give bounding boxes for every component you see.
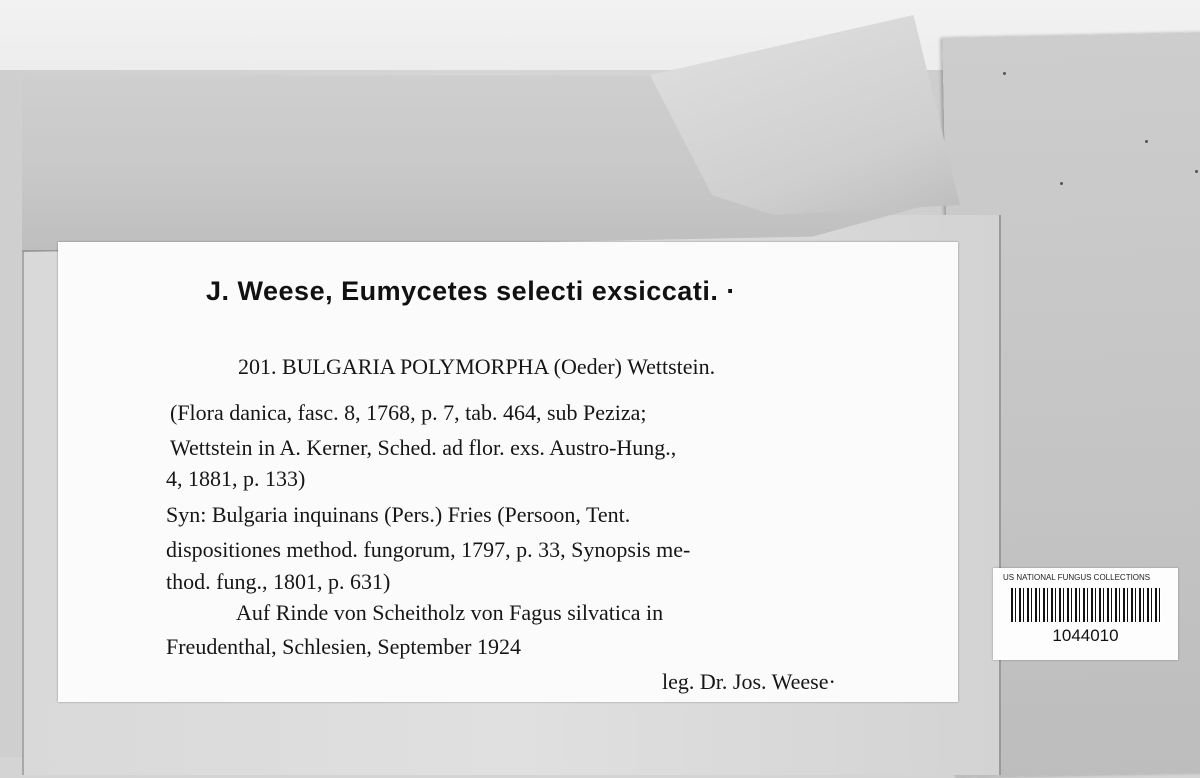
speck bbox=[1145, 140, 1148, 143]
barcode-label bbox=[993, 568, 1178, 660]
label-line-citation-3: 4, 1881, p. 133) bbox=[166, 466, 306, 491]
label-line-synonym-1: Syn: Bulgaria inquinans (Pers.) Fries (Persoon, Tent. bbox=[166, 502, 631, 527]
speck bbox=[1003, 72, 1006, 75]
label-line-synonym-3: thod. fung., 1801, p. 631) bbox=[166, 569, 391, 594]
specimen-label bbox=[58, 242, 958, 702]
label-line-synonym-2: dispositiones method. fungorum, 1797, p. 33, Synopsis me- bbox=[166, 537, 691, 562]
label-line-citation-1: (Flora danica, fasc. 8, 1768, p. 7, tab. 464, sub Peziza; bbox=[170, 400, 647, 425]
barcode-number: 1044010 bbox=[1052, 626, 1119, 645]
label-line-species: 201. BULGARIA POLYMORPHA (Oeder) Wettstein. bbox=[238, 354, 716, 379]
label-line-locality-1: Auf Rinde von Scheitholz von Fagus silvatica in bbox=[236, 600, 664, 625]
speck bbox=[1060, 182, 1063, 185]
barcode-icon bbox=[1011, 588, 1161, 622]
speck bbox=[1195, 170, 1198, 173]
barcode-header: US NATIONAL FUNGUS COLLECTIONS bbox=[1003, 573, 1151, 582]
label-line-locality-2: Freudenthal, Schlesien, September 1924 bbox=[166, 634, 521, 659]
label-line-citation-2: Wettstein in A. Kerner, Sched. ad flor. exs. Austro-Hung., bbox=[170, 435, 677, 460]
label-title: J. Weese, Eumycetes selecti exsiccati. · bbox=[206, 276, 736, 306]
label-line-collector: leg. Dr. Jos. Weese· bbox=[662, 669, 836, 694]
